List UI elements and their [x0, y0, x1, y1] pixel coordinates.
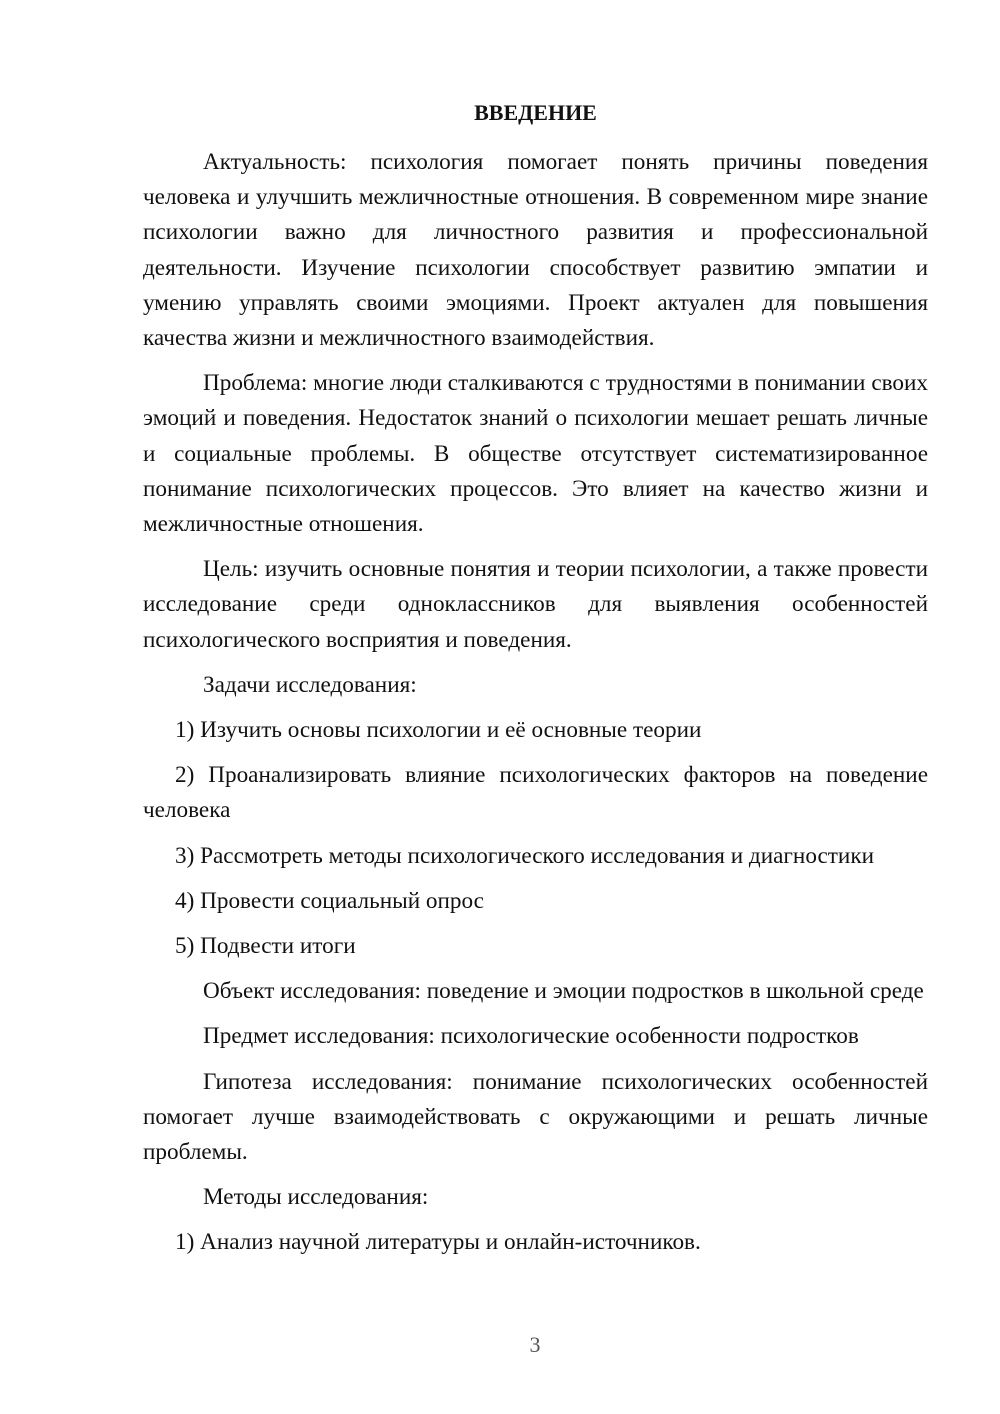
task-item-4: 4) Провести социальный опрос [175, 887, 484, 914]
problem-paragraph: Проблема: многие люди сталкиваются с трудностями в понимании своих эмоций и поведения. Недостаток знаний о психологии мешает решать личные и социальные проблемы. В обществе отсутствует систематизированное понимание психологических процессов. Это влияет на качество жизни и межличностные отношения. [143, 370, 928, 538]
tasks-heading: Задачи исследования: [203, 671, 417, 698]
task-item-5: 5) Подвести итоги [175, 933, 356, 960]
page-number: 3 [529, 1332, 541, 1357]
task-item-2: 2) Проанализировать влияние психологических факторов на поведение человека [143, 762, 928, 824]
subject-paragraph: Предмет исследования: психологические особенности подростков [203, 1023, 859, 1050]
object-paragraph: Объект исследования: поведение и эмоции подростков в школьной среде [203, 978, 924, 1005]
goal-paragraph: Цель: изучить основные понятия и теории психологии, а также провести исследование среди одноклассников для выявления особенностей психологического восприятия и поведения. [143, 556, 928, 653]
relevance-paragraph: Актуальность: психология помогает понять причины поведения человека и улучшить межличностные отношения. В современном мире знание психологии важно для личностного развития и профессиональной деятельности. Изучение психологии способствует развитию эмпатии и умению управлять своими эмоциями. Проект актуален для повышения качества жизни и межличностного взаимодействия. [143, 149, 928, 352]
task-item-3: 3) Рассмотреть методы психологического исследования и диагностики [175, 842, 875, 869]
method-item-1: 1) Анализ научной литературы и онлайн-источников. [175, 1229, 701, 1256]
hypothesis-paragraph: Гипотеза исследования: понимание психологических особенностей помогает лучше взаимодействовать с окружающими и решать личные проблемы. [143, 1068, 928, 1166]
document-page [143, 95, 928, 1271]
section-title: ВВЕДЕНИЕ [474, 100, 597, 125]
methods-heading: Методы исследования: [203, 1184, 429, 1211]
task-item-1: 1) Изучить основы психологии и её основные теории [175, 717, 702, 744]
